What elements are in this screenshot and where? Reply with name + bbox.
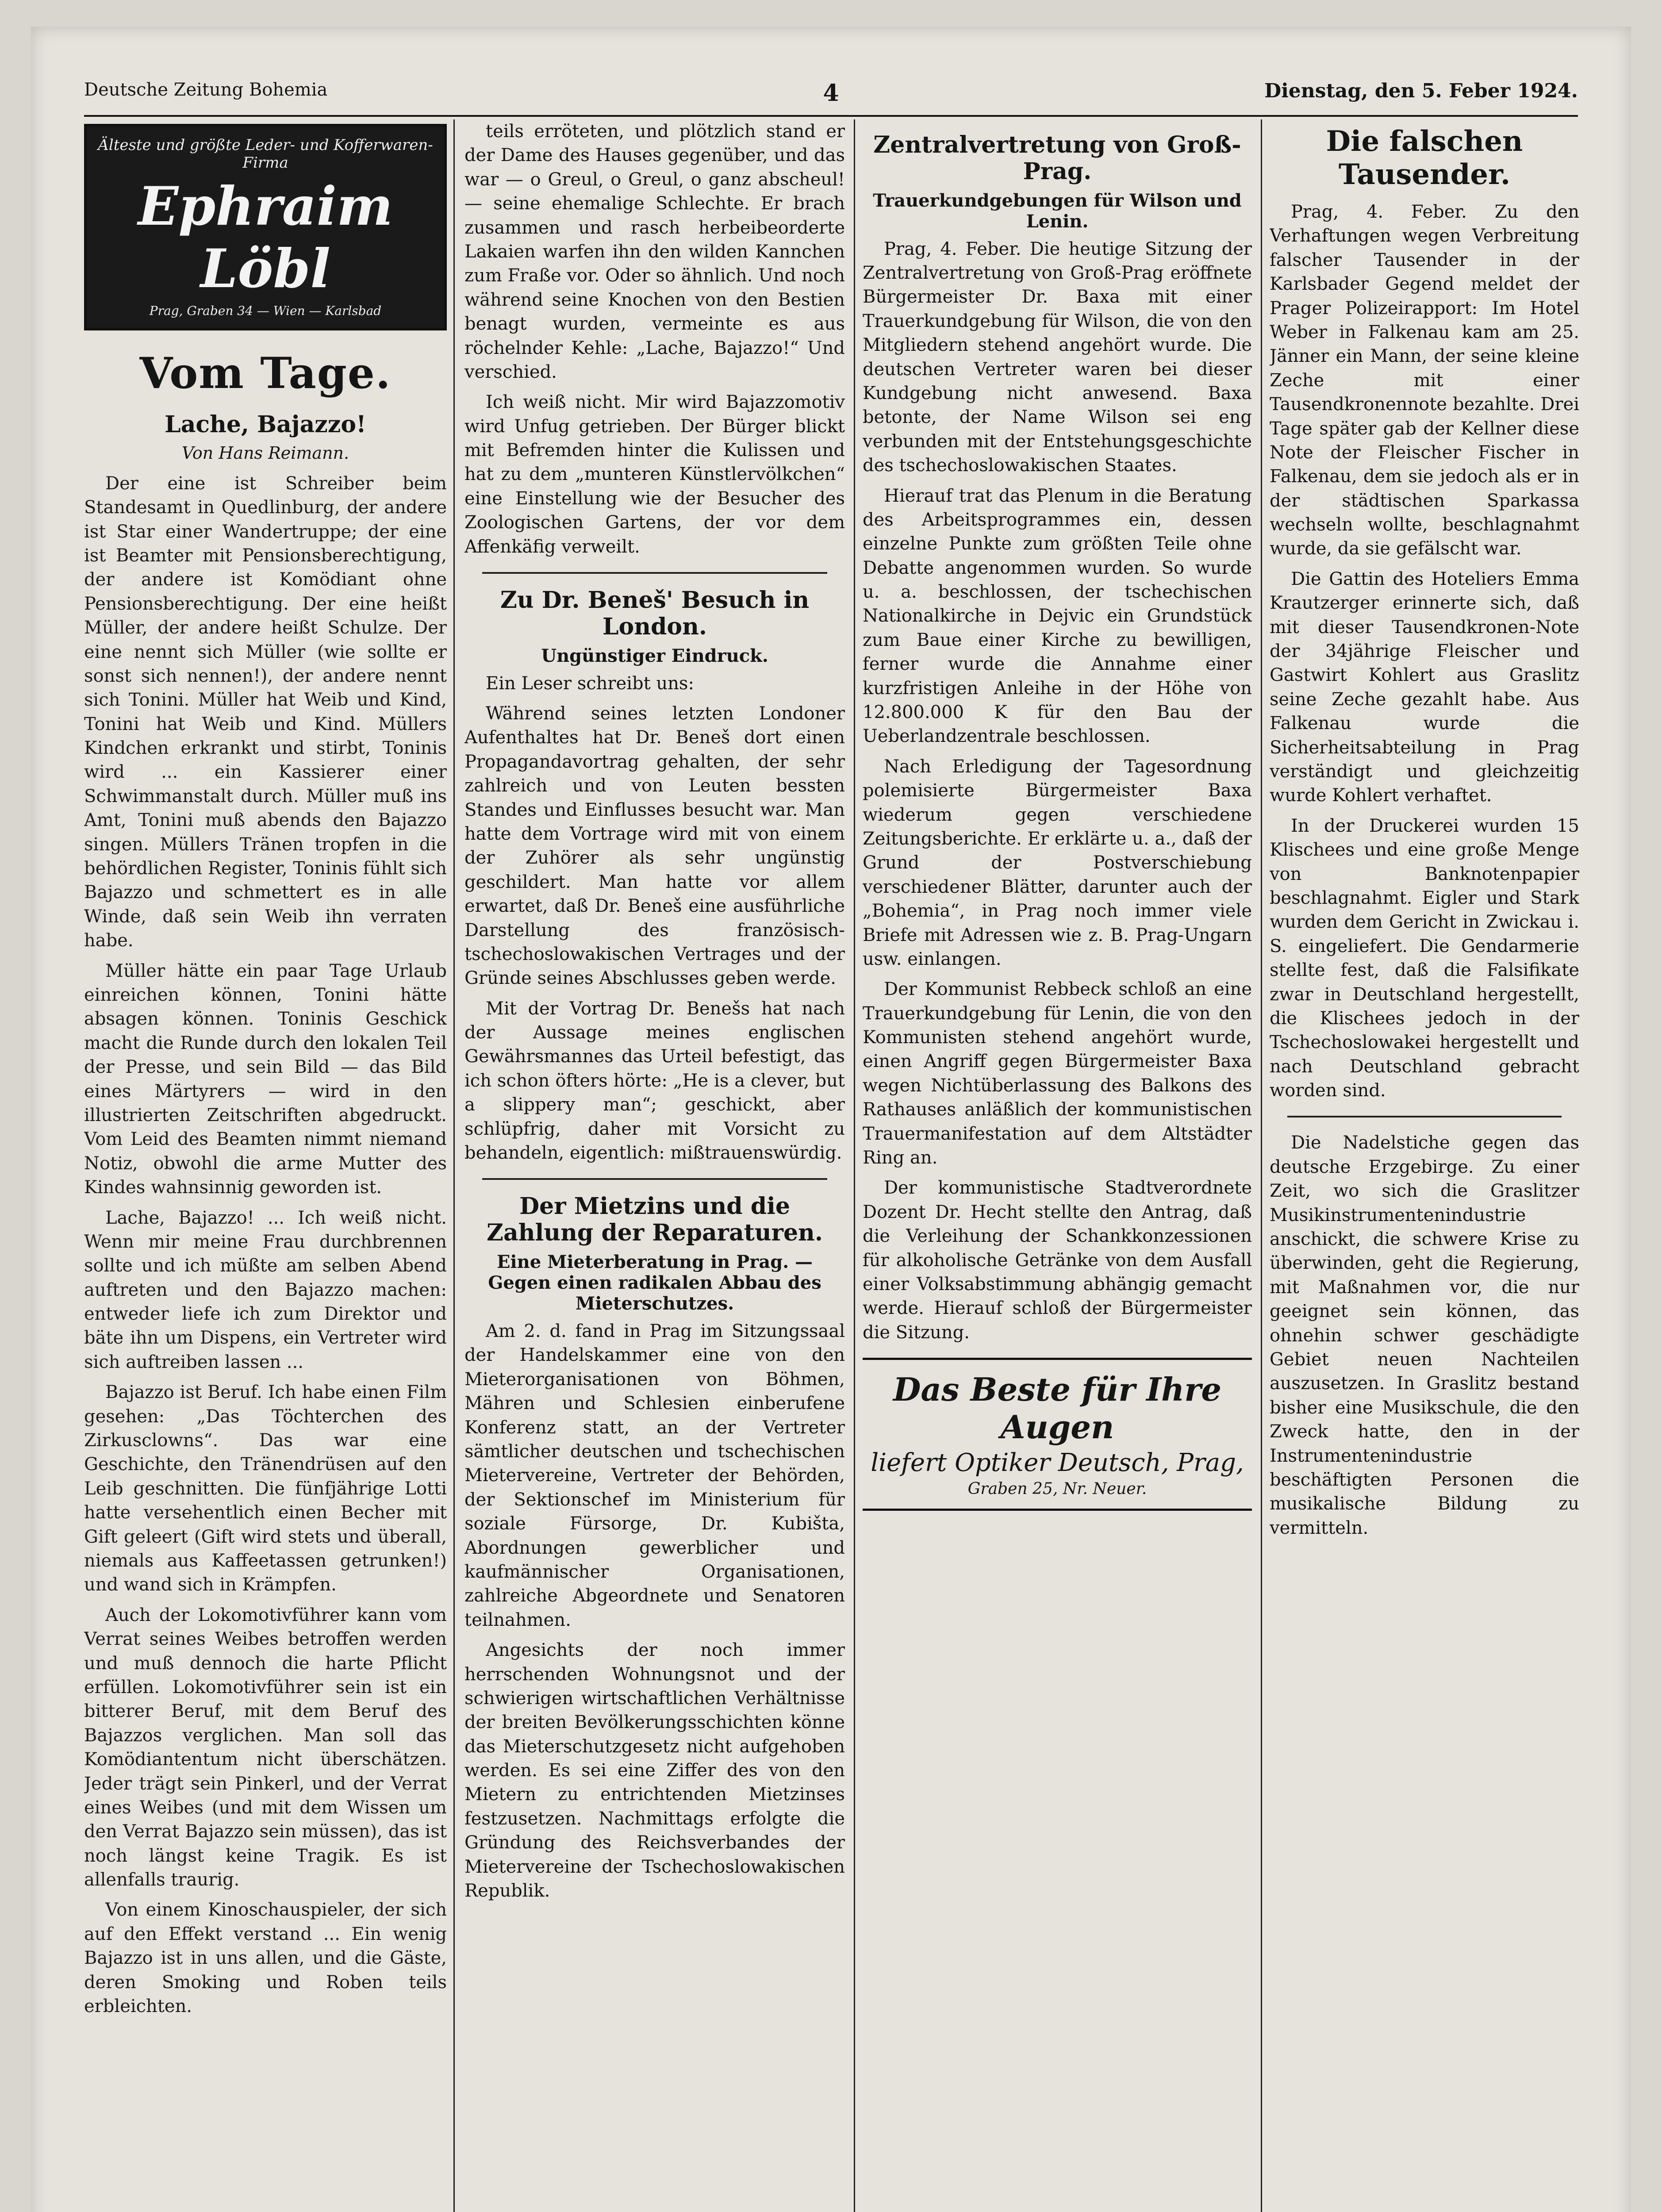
article-headline: Die falschen Tausender. <box>1326 125 1523 191</box>
paragraph: Der eine ist Schreiber beim Standesamt in Quedlinburg, der andere ist Star einer Wandertruppe; der eine ist Beamter mit Pensionsberechtigung, der andere ist Komödiant ohne Pensionsberechtigung. Der eine heißt Müller, der andere heißt Schulze. Der eine nennt sich Müller (wie sollte er sonst sich nennen!), der andere nennt sich Tonini. Müller hat Weib und Kind, Tonini hat Weib und Kind. Müllers Kindchen erkrankt und stirbt, Toninis wird ... ein Kassierer einer Schwimmanstalt durch. Müller muß ins Amt, Tonini muß abends den Bajazzo singen. Müllers Tränen tropfen in die behördlichen Register, Toninis fühlt sich Bajazzo und schmettert es in alle Winde, daß sein Weib ihn verraten habe. <box>84 473 447 951</box>
article-headline: Zentralvertretung von Groß-Prag. <box>873 131 1241 185</box>
ad-bottom-line: Prag, Graben 34 — Wien — Karlsbad <box>149 303 382 318</box>
paragraph: Während seines letzten Londoner Aufenthaltes hat Dr. Beneš dort einen Propagandavortrag gehalten, der sehr zahlreich und von Leuten bessten Standes und Einflusses besucht war. Man hatte dem Vortrage wird mit von einem der Zuhörer als sehr ungünstig geschildert. Man hatte vor allem erwartet, daß Dr. Beneš eine ausführliche Darstellung des französisch-tschechoslowakischen Vertrages und der Gründe seines Abschlusses geben werde. <box>464 703 845 989</box>
article-headline: Zu Dr. Beneš' Besuch in London. <box>500 587 810 640</box>
paragraph: Der Kommunist Rebbeck schloß an eine Trauerkundgebung für Lenin, die von den Kommunisten stehend angehört wurde, einen Angriff gegen Bürgermeister Baxa wegen Nichtüberlassung des Balkons des Rathauses anläßlich der kommunistischen Trauermanifestation auf dem Altstädter Ring an. <box>863 979 1252 1168</box>
paragraph: Nach Erledigung der Tagesordnung polemisierte Bürgermeister Baxa wiederum gegen verschiedene Zeitungsberichte. Er erklärte u. a., daß der Grund der Postverschiebung verschiedener Blätter, darunter auch der „Bohemia“, in Prag noch immer viele Briefe mit Adressen wie z. B. Prag-Ungarn usw. einlangen. <box>863 756 1252 969</box>
column-rule <box>854 119 855 2212</box>
paragraph: In der Druckerei wurden 15 Klischees und eine große Menge von Banknotenpapier beschlagnahmt. Eigler und Stark wurden dem Gericht in Zwickau i. S. eingeliefert. Die Gendarmerie stellte fest, daß die Falsifikate zwar in Deutschland hergestellt, die Klischees jedoch in der Tschechoslowakei hergestellt und nach Deutschland gebracht worden sind. <box>1270 815 1579 1101</box>
article-headline: Lache, Bajazzo! <box>165 411 366 438</box>
page-header <box>84 66 1578 117</box>
page-number: 4 <box>823 80 839 107</box>
article-subhead: Eine Mieterberatung in Prag. — Gegen einen radikalen Abbau des Mieterschutzes. <box>488 1252 821 1314</box>
paragraph: teils erröteten, und plötzlich stand er der Dame des Hauses gegenüber, und das war — o Greul, o Greul, o ganz abscheul! — seine ehemalige Schlechte. Er brach zusammen und rasch herbeibeorderte Lakaien warfen ihn den wilden Kannchen zum Fraße vor. Oder so ähnlich. Und noch während seine Knochen von den Bestien benagt wurden, vermeinte es aus röchelnder Kehle: „Lache, Bajazzo!“ Und verschied. <box>464 121 845 382</box>
paragraph: Ich weiß nicht. Mir wird Bajazzomotiv wird Unfug getrieben. Der Bürger blickt mit Befremden hinter die Kulissen und hat zu dem „munteren Künstlervölkchen“ eine Einstellung wie der Besucher des Zoologischen Gartens, der vor dem Affenkäfig verweilt. <box>464 392 845 557</box>
ad-line: liefert Optiker Deutsch, Prag, <box>871 1448 1244 1478</box>
article-subhead: Ungünstiger Eindruck. <box>541 645 768 666</box>
paragraph: Lache, Bajazzo! ... Ich weiß nicht. Wenn mir meine Frau durchbrennen sollte und ich müßte am selben Abend auftreten und den Bajazzo machen: entweder liefe ich zum Direktor und bäte ihn um Dispens, ein Vertreter wird sich auftreiben lassen ... <box>84 1207 447 1372</box>
column-2 <box>464 119 845 2212</box>
paragraph: Der kommunistische Stadtverordnete Dozent Dr. Hecht stellte den Antrag, daß die Verleihung der Schankkonzessionen für alkoholische Getränke von dem Ausfall einer Volksabstimmung abhängig gemacht werde. Hierauf schloß der Bürgermeister die Sitzung. <box>863 1178 1252 1343</box>
issue-date: Dienstag, den 5. Feber 1924. <box>1264 80 1578 102</box>
article-headline: Der Mietzins und die Zahlung der Reparaturen. <box>487 1193 823 1247</box>
paragraph: Prag, 4. Feber. Die heutige Sitzung der Zentralvertretung von Groß-Prag eröffnete Bürgermeister Dr. Baxa mit einer Trauerkundgebung für Wilson, die von den Mitgliedern stehend angehört wurde. Die deutschen Vertreter waren bei dieser Kundgebung nicht anwesend. Baxa betonte, der Name Wilson sei eng verbunden mit der Entstehungsgeschichte des tschechoslowakischen Staates. <box>863 238 1252 476</box>
paragraph: Angesichts der noch immer herrschenden Wohnungsnot und der schwierigen wirtschaftlichen Verhältnisse der breiten Bevölkerungsschichten könne das Mieterschutzgesetz nicht aufgehoben werden. Es sei eine Ziffer des von den Mietern zu entrichtenden Mietzinses festzusetzen. Nachmittags erfolgte die Gründung des Reichsverbandes der Mietervereine der Tschechoslowakischen Republik. <box>464 1640 845 1901</box>
divider <box>482 1178 827 1180</box>
article-byline: Von Hans Reimann. <box>181 443 349 463</box>
column-rule <box>453 119 455 2212</box>
column-4 <box>1270 119 1579 2212</box>
article-body <box>84 472 447 2019</box>
paragraph: Mit der Vortrag Dr. Benešs hat nach der Aussage meines englischen Gewährsmannes das Urteil befestigt, das ich schon öfters hörte: „He is a clever, but a slippery man“; geschickt, aber schlüpfrig, daher mit Vorsicht zu behandeln, eigentlich: mißtrauenswürdig. <box>464 998 845 1164</box>
divider <box>1287 1116 1562 1118</box>
ad-title: Das Beste für Ihre Augen <box>893 1371 1222 1446</box>
ad-logo: Ephraim Löbl <box>138 175 393 300</box>
article-subhead: Trauerkundgebungen für Wilson und Lenin. <box>873 190 1242 232</box>
advertisement-optiker <box>863 1358 1252 1511</box>
paragraph: Prag, 4. Feber. Zu den Verhaftungen wegen Verbreitung falscher Tausender in der Karlsbader Gegend meldet der Prager Polizeirapport: Im Hotel Weber in Falkenau kam am 25. Jänner ein Mann, der seine kleine Zeche mit einer Tausendkronennote bezahlte. Drei Tage später gab der Kellner diese Note der Fleischer Fischer in Falkenau, dem sie jedoch als er in der städtischen Sparkassa wechseln wollte, beschlagnahmt wurde, da sie gefälscht war. <box>1270 202 1579 559</box>
paragraph: Von einem Kinoschauspieler, der sich auf den Effekt verstand ... Ein wenig Bajazzo ist in uns allen, und die Gäste, deren Smoking und Roben teils erbleichten. <box>84 1900 447 2017</box>
paragraph: Die Nadelstiche gegen das deutsche Erzgebirge. Zu einer Zeit, wo sich die Graslitzer Musikinstrumentenindustrie anschickt, die schwere Krise zu überwinden, geht die Regierung, mit Maßnahmen vor, die nur geeignet sein können, das ohnehin schwer geschädigte Gebiet neuen Nachteilen auszusetzen. In Graslitz bestand bisher eine Musikschule, die den Zweck hatte, den in der Instrumentenindustrie beschäftigten Personen die musikalische Bildung zu vermitteln. <box>1270 1133 1579 1538</box>
paragraph: Hierauf trat das Plenum in die Beratung des Arbeitsprogrammes ein, dessen einzelne Punkte zum größten Teile ohne Debatte angenommen wurden. So wurde u. a. beschlossen, der tschechischen Nationalkirche in Dejvic ein Grundstück zum Baue einer Kirche zu bewilligen, ferner wurde die Annahme einer kurzfristigen Anleihe in der Höhe von 12.800.000 K für den Bau der Ueberlandzentrale beschlossen. <box>863 485 1252 747</box>
paragraph: Auch der Lokomotivführer kann vom Verrat seines Weibes betroffen werden und muß dennoch die harte Pflicht erfüllen. Lokomotivführer sein ist ein bitterer Beruf, mit dem Beruf des Bajazzos verglichen. Man soll das Komödiantentum nicht überschätzen. Jeder trägt sein Pinkerl, und der Verrat eines Weibes (und mit dem Wissen um den Verrat Bajazzo sein müssen), das ist noch längst keine Tragik. Es ist allenfalls traurig. <box>84 1605 447 1890</box>
column-1 <box>84 119 447 2212</box>
newspaper-page <box>31 27 1631 2212</box>
paragraph: Müller hätte ein paar Tage Urlaub einreichen können, Tonini hätte absagen können. Toninis Geschick macht die Runde durch den lokalen Teil der Presse, und sein Bild — das Bild eines Märtyrers — wird in den illustrierten Zeitschriften abgedruckt. Vom Leid des Beamten nimmt niemand Notiz, obwohl die arme Mutter des Kindes wahnsinnig geworden ist. <box>84 960 447 1198</box>
paragraph: Am 2. d. fand in Prag im Sitzungssaal der Handelskammer eine von den Mieterorganisationen von Böhmen, Mähren und Schlesien einberufene Konferenz statt, an der Vertreter sämtlicher deutschen und tschechischen Mietervereine, Vertreter der Behörden, der Sektionschef im Ministerium für soziale Fürsorge, Dr. Kubišta, Abordnungen gewerblicher und kaufmännischer Organisationen, zahlreiche Abgeordnete und Senatoren teilnahmen. <box>464 1321 845 1630</box>
newspaper-name: Deutsche Zeitung Bohemia <box>84 80 328 100</box>
paragraph: Die Gattin des Hoteliers Emma Krautzerger erinnerte sich, daß mit dieser Tausendkronen-Note der 34jährige Fleischer und Gastwirt Kohlert aus Graslitz seine Zeche gezahlt habe. Aus Falkenau wurde die Sicherheitsabteilung in Prag verständigt und gleichzeitig wurde Kohlert verhaftet. <box>1270 568 1579 806</box>
paragraph: Bajazzo ist Beruf. Ich habe einen Film gesehen: „Das Töchterchen des Zirkusclowns“. Das war eine Geschichte, den Tränendrüsen auf den Leib geschnitten. Die fünfjährige Lotti hatte versehentlich einen Becher mit Gift geleert (Gift wird stets und überall, niemals aus Kaffeetassen getrunken!) und wand sich in Krämpfen. <box>84 1382 447 1595</box>
section-title: Vom Tage. <box>139 348 392 398</box>
column-3 <box>863 119 1252 2212</box>
ad-address: Graben 25, Nr. Neuer. <box>967 1480 1147 1498</box>
divider <box>482 572 827 574</box>
column-rule <box>1261 119 1262 2212</box>
ad-top-line: Älteste und größte Leder- und Kofferwaren-Firma <box>98 136 433 172</box>
advertisement-loebl <box>84 124 447 330</box>
paragraph: Ein Leser schreibt uns: <box>486 673 694 694</box>
